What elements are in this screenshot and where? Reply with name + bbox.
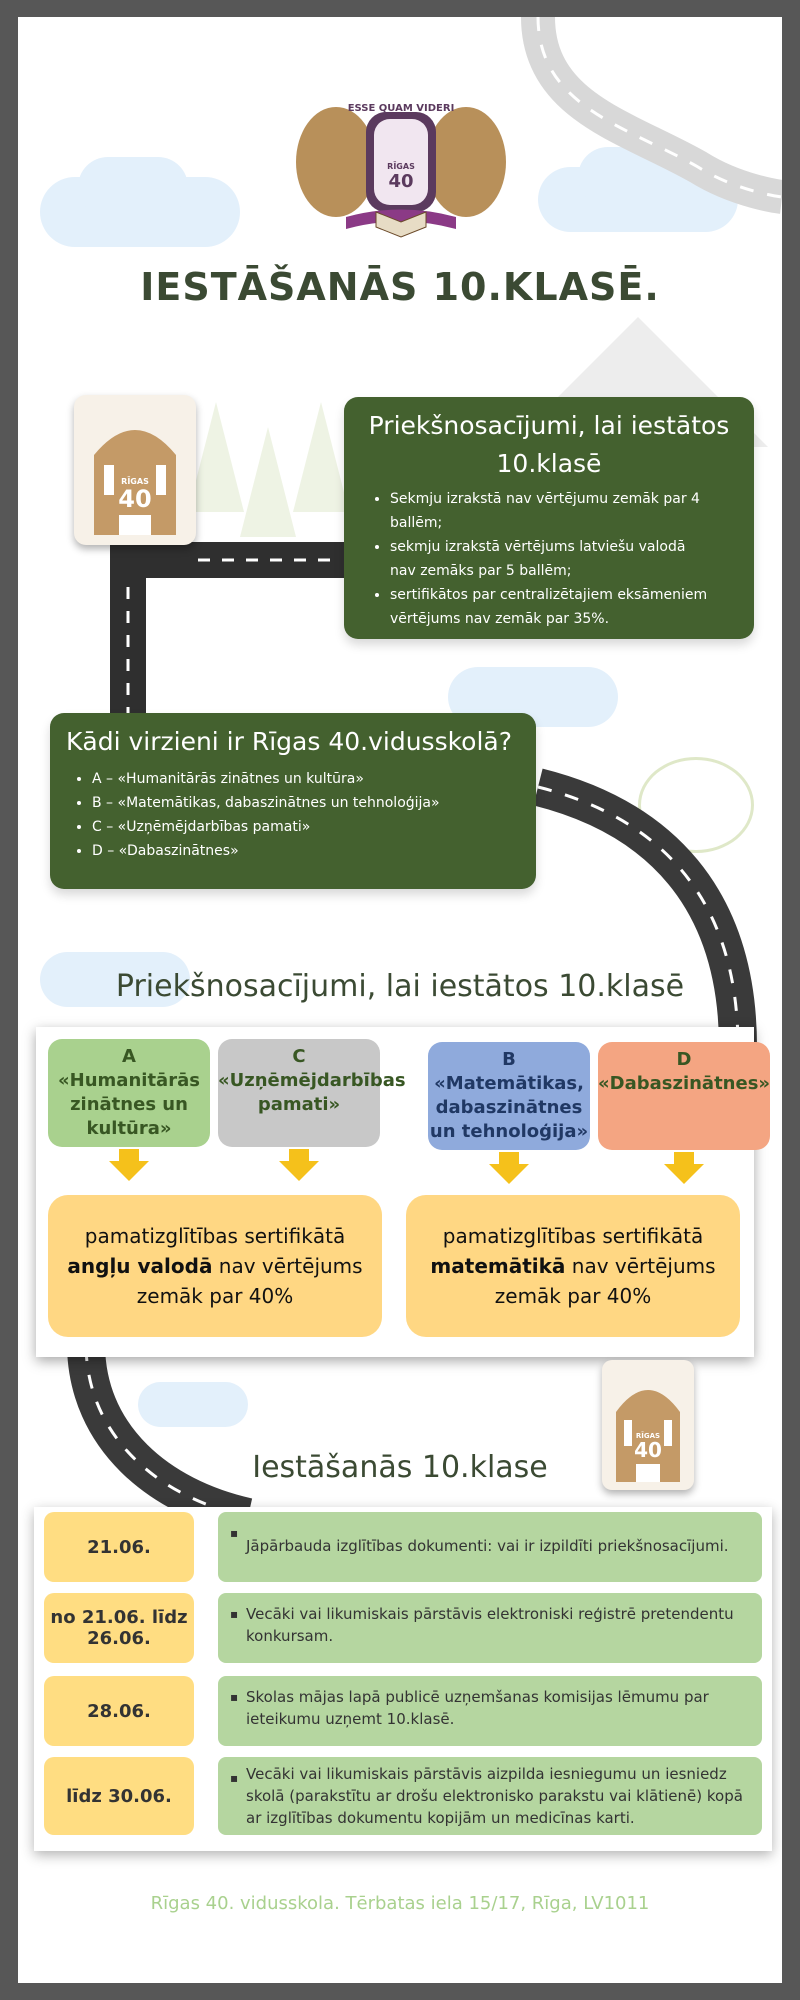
direction-letter: D	[676, 1049, 692, 1070]
arrow-down-icon	[109, 1161, 149, 1181]
list-item: • B – «Matemātikas, dabaszinātnes un tehnoloģija»	[92, 791, 536, 815]
badge-number: 40	[118, 485, 152, 513]
crest-motto: ESSE QUAM VIDERI	[347, 103, 455, 114]
footer-address: Rīgas 40. vidusskola. Tērbatas iela 15/17, Rīga, LV1011	[150, 1893, 650, 1914]
arrow-down-icon	[499, 1152, 519, 1164]
direction-name: «Dabaszinātnes»	[598, 1073, 771, 1094]
directions-card	[50, 713, 536, 889]
direction-letter: B	[502, 1049, 516, 1070]
direction-box-b	[428, 1042, 590, 1150]
crest-emblem-icon	[276, 67, 526, 242]
arrow-down-icon	[119, 1149, 139, 1161]
crest-school-text: RĪGAS	[387, 162, 415, 171]
school-building-badge	[74, 395, 196, 545]
arrow-down-icon	[279, 1161, 319, 1181]
timeline-title: Iestāšanās 10.klase	[252, 1450, 548, 1485]
direction-letter: A	[122, 1046, 136, 1067]
requirement-english-box	[48, 1195, 382, 1337]
timeline-date: līdz 30.06.	[44, 1757, 194, 1835]
list-item: • Sekmju izrakstā nav vērtējumu zemāk par 4 ballēm;	[390, 487, 714, 535]
requirement-subject: matemātikā	[430, 1254, 566, 1278]
requirement-text: pamatizglītības sertifikātā	[84, 1224, 346, 1248]
directions-section-title: Priekšnosacījumi, lai iestātos 10.klasē	[115, 969, 685, 1004]
school-crest-logo	[276, 67, 526, 242]
list-item: • A – «Humanitārās zinātnes un kultūra»	[92, 767, 536, 791]
requirement-text: nav vērtējums zemāk par 40%	[494, 1254, 716, 1308]
prerequisites-card	[344, 397, 754, 639]
list-item: • D – «Dabaszinātnes»	[92, 839, 536, 863]
requirement-math-box	[406, 1195, 740, 1337]
crest-number: 40	[388, 171, 414, 192]
list-item: • C – «Uzņēmējdarbības pamati»	[92, 815, 536, 839]
building-icon	[74, 395, 196, 545]
direction-name: «Humanitārās zinātnes un kultūra»	[58, 1070, 200, 1139]
timeline-info: ▪ Skolas mājas lapā publicē uzņemšanas komisijas lēmumu par ieteikumu uzņemt 10.klasē.	[218, 1676, 762, 1746]
direction-box-c	[218, 1039, 406, 1147]
prerequisites-list	[344, 487, 754, 631]
timeline-info: ▪ Vecāki vai likumiskais pārstāvis aizpilda iesniegumu un iesniedz skolā (parakstītu ar drošu elektronisko parakstu vai klātienē) kopā ar izglītības dokumentu kopijām un medicīnas karti.	[218, 1757, 762, 1835]
direction-letter: C	[292, 1046, 306, 1067]
requirement-text: nav vērtējums zemāk par 40%	[136, 1254, 363, 1308]
list-item: • sertifikātos par centralizētajiem eksāmeniem vērtējums nav zemāk par 35%.	[390, 583, 714, 631]
arrow-down-icon	[289, 1149, 309, 1161]
directions-heading: Kādi virzieni ir Rīgas 40.vidusskolā?	[66, 727, 513, 756]
prerequisites-heading: Priekšnosacījumi, lai iestātos 10.klasē	[368, 411, 730, 478]
requirement-subject: angļu valodā	[67, 1254, 213, 1278]
infographic-page	[18, 17, 782, 1983]
timeline-info: ▪ Vecāki vai likumiskais pārstāvis elektroniski reģistrē pretendentu konkursam.	[218, 1593, 762, 1663]
requirement-text: pamatizglītības sertifikātā	[442, 1224, 704, 1248]
arrow-down-icon	[489, 1164, 529, 1184]
badge-number: 40	[634, 1438, 662, 1462]
badge-school-text: RĪGAS	[121, 477, 149, 486]
badge-school-text: RĪGAS	[635, 1432, 661, 1440]
direction-name: «Matemātikas, dabaszinātnes un tehnoloģija»	[429, 1073, 589, 1142]
direction-box-d	[598, 1042, 770, 1150]
arrow-down-icon	[664, 1164, 704, 1184]
page-title: IESTĀŠANĀS 10.KLASĒ.	[140, 265, 660, 309]
timeline-date: 28.06.	[44, 1676, 194, 1746]
timeline-date: no 21.06. līdz 26.06.	[44, 1593, 194, 1663]
arrow-down-icon	[674, 1152, 694, 1164]
direction-name: «Uzņēmējdarbības pamati»	[218, 1070, 406, 1115]
list-item: • sekmju izrakstā vērtējums latviešu valodā nav zemāks par 5 ballēm;	[390, 535, 714, 583]
timeline-date: 21.06.	[44, 1512, 194, 1582]
direction-box-a	[48, 1039, 210, 1147]
timeline-info: ▪ Jāpārbauda izglītības dokumenti: vai ir izpildīti priekšnosacījumi.	[218, 1512, 762, 1582]
directions-list	[50, 767, 536, 863]
directions-panel	[36, 1027, 771, 1357]
